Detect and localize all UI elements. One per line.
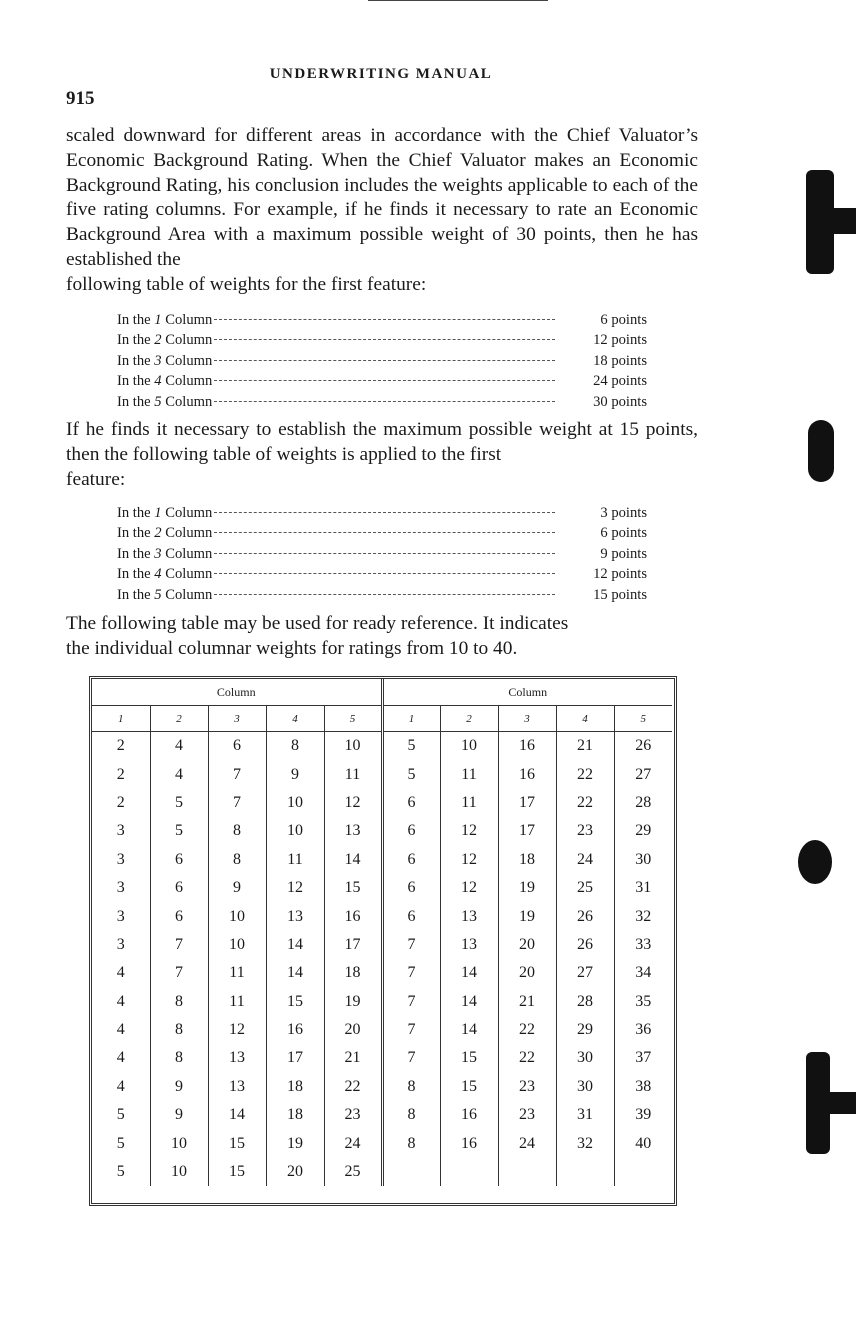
page-number: 915 — [66, 88, 95, 109]
leader-dots — [214, 532, 555, 533]
table-cell: 21 — [556, 732, 614, 761]
table-cell: 22 — [556, 789, 614, 817]
leader-dots — [214, 553, 555, 554]
table-cell: 14 — [266, 931, 324, 959]
weight-prefix: In the — [117, 525, 151, 542]
weight-row — [117, 503, 647, 523]
table-cell — [498, 1158, 556, 1186]
weight-value: 6 points — [600, 525, 647, 542]
table-cell: 14 — [440, 1016, 498, 1044]
leader-dots — [214, 512, 555, 513]
paragraph-reference — [66, 612, 698, 662]
table-cell: 31 — [556, 1101, 614, 1129]
table-cell: 3 — [116, 879, 125, 897]
weights-grid-body — [92, 732, 672, 1187]
table-cell: 19 — [498, 902, 556, 930]
weight-row — [117, 330, 647, 350]
column-number-header: 5 — [614, 706, 672, 732]
table-cell: 20 — [266, 1158, 324, 1186]
table-cell: 16 — [498, 732, 556, 761]
table-cell: 7 — [382, 988, 440, 1016]
table-cell: 7 — [382, 1016, 440, 1044]
weight-label — [117, 564, 212, 584]
weight-prefix: In the — [117, 586, 151, 603]
table-cell: 26 — [556, 931, 614, 959]
table-cell: 19 — [498, 874, 556, 902]
table-row — [92, 817, 672, 845]
table-cell: 7 — [382, 1044, 440, 1072]
table-cell: 17 — [498, 817, 556, 845]
weight-prefix: In the — [117, 505, 151, 521]
column-number-row — [92, 706, 672, 732]
column-number: 2 — [154, 525, 162, 542]
table-cell: 4 — [116, 1077, 125, 1095]
weight-prefix: In the — [117, 312, 151, 328]
table-cell: 3 — [116, 907, 125, 925]
table-row — [92, 760, 672, 788]
table-cell: 6 — [382, 902, 440, 930]
table-cell: 35 — [614, 988, 672, 1016]
weight-prefix: In the — [117, 373, 151, 390]
weight-word: Column — [165, 545, 213, 562]
table-cell: 5 — [382, 732, 440, 761]
weight-label — [117, 544, 212, 564]
table-cell: 4 — [116, 1049, 125, 1067]
table-cell — [556, 1158, 614, 1186]
weight-label — [117, 371, 212, 391]
table-cell: 6 — [382, 789, 440, 817]
weight-label — [117, 585, 212, 605]
weight-row — [117, 585, 647, 605]
table-cell: 24 — [556, 846, 614, 874]
table-cell: 10 — [440, 732, 498, 761]
leader-dots — [214, 339, 555, 340]
table-row — [92, 1044, 672, 1072]
table-cell: 4 — [150, 732, 208, 761]
table-cell: 17 — [498, 789, 556, 817]
weight-prefix: In the — [117, 566, 151, 583]
table-cell: 20 — [498, 959, 556, 987]
weight-label — [117, 330, 212, 350]
leader-dots — [214, 573, 555, 574]
top-rule — [368, 0, 548, 1]
table-cell: 6 — [150, 874, 208, 902]
table-row — [92, 959, 672, 987]
table-cell: 16 — [440, 1129, 498, 1157]
column-number: 5 — [154, 586, 162, 603]
table-cell: 10 — [208, 902, 266, 930]
column-number-header: 2 — [150, 706, 208, 732]
table-cell: 14 — [208, 1101, 266, 1129]
table-row — [92, 732, 672, 761]
table-cell: 30 — [556, 1044, 614, 1072]
table-cell: 21 — [324, 1044, 382, 1072]
column-number-header: 5 — [324, 706, 382, 732]
paragraph-intro-text: scaled downward for different areas in accordance with the Chief Valuator’s Economic Background Rating. When the Chief Valuator makes an Economic Background Rating, his conclusion includes the weights applicable to each of the five rating columns. For example, if he finds it necessary to rate an Economic Background Area with a maximum possible weight of 30 points, then he has established the — [66, 125, 698, 270]
table-cell: 13 — [440, 931, 498, 959]
columnar-weights-table — [89, 676, 677, 1206]
table-cell: 5 — [116, 1106, 125, 1124]
table-cell: 16 — [498, 760, 556, 788]
weights-list-15 — [117, 503, 647, 605]
column-number-header: 3 — [498, 706, 556, 732]
table-cell: 15 — [208, 1129, 266, 1157]
leader-dots — [214, 594, 555, 595]
table-cell: 22 — [498, 1016, 556, 1044]
table-cell: 8 — [150, 1016, 208, 1044]
column-number: 3 — [154, 352, 162, 369]
weight-prefix: In the — [117, 332, 151, 349]
table-row — [92, 1129, 672, 1157]
table-cell: 4 — [116, 964, 125, 982]
weight-word: Column — [165, 352, 213, 369]
table-cell: 26 — [556, 902, 614, 930]
table-cell: 4 — [116, 992, 125, 1010]
weight-word: Column — [165, 393, 213, 410]
table-cell: 20 — [324, 1016, 382, 1044]
table-cell: 8 — [208, 817, 266, 845]
weight-label — [117, 351, 212, 371]
weight-prefix: In the — [117, 352, 151, 369]
table-cell: 7 — [150, 931, 208, 959]
table-cell: 29 — [614, 817, 672, 845]
weight-value: 9 points — [600, 545, 647, 562]
table-cell — [382, 1158, 440, 1186]
table-cell: 13 — [324, 817, 382, 845]
table-cell: 12 — [324, 789, 382, 817]
table-cell: 14 — [440, 959, 498, 987]
table-cell: 18 — [324, 959, 382, 987]
table-cell: 8 — [150, 988, 208, 1016]
weight-label — [117, 523, 212, 543]
column-number-header: 1 — [382, 706, 440, 732]
paragraph-intro-last-line: following table of weights for the first feature: — [66, 273, 427, 295]
weight-label — [117, 392, 212, 412]
weight-row — [117, 544, 647, 564]
table-row — [92, 1016, 672, 1044]
weight-row — [117, 310, 647, 330]
table-cell: 11 — [208, 988, 266, 1016]
column-number: 1 — [154, 312, 162, 328]
table-cell: 23 — [498, 1073, 556, 1101]
table-cell: 6 — [382, 817, 440, 845]
table-cell: 14 — [440, 988, 498, 1016]
table-row — [92, 1101, 672, 1129]
table-cell: 28 — [614, 789, 672, 817]
weight-value: 12 points — [593, 332, 647, 349]
table-cell: 27 — [614, 760, 672, 788]
table-cell: 23 — [498, 1101, 556, 1129]
paragraph-reference-text: The following table may be used for ready reference. It indicates — [66, 613, 569, 634]
page-header — [0, 66, 856, 83]
column-number-header: 2 — [440, 706, 498, 732]
column-number: 3 — [154, 545, 162, 562]
paragraph-fifteen-last-line: feature: — [66, 468, 126, 490]
leader-dots — [214, 360, 555, 361]
weight-word: Column — [165, 586, 213, 603]
table-cell: 31 — [614, 874, 672, 902]
table-cell: 16 — [266, 1016, 324, 1044]
table-cell: 16 — [440, 1101, 498, 1129]
table-cell: 23 — [556, 817, 614, 845]
table-cell: 3 — [116, 935, 125, 953]
running-head: UNDERWRITING MANUAL — [269, 66, 493, 82]
table-cell: 23 — [324, 1101, 382, 1129]
weight-word: Column — [165, 566, 213, 583]
column-number: 2 — [154, 332, 162, 349]
table-cell: 15 — [324, 874, 382, 902]
table-cell: 5 — [116, 1134, 125, 1152]
table-cell: 10 — [150, 1158, 208, 1186]
paragraph-fifteen — [66, 418, 698, 492]
table-cell: 7 — [208, 789, 266, 817]
table-cell: 7 — [150, 959, 208, 987]
table-cell: 39 — [614, 1101, 672, 1129]
weight-prefix: In the — [117, 545, 151, 562]
weight-prefix: In the — [117, 393, 151, 410]
table-cell: 10 — [266, 789, 324, 817]
weight-label — [117, 503, 212, 523]
table-cell: 12 — [208, 1016, 266, 1044]
table-cell: 12 — [440, 846, 498, 874]
table-cell: 10 — [324, 732, 382, 761]
table-cell: 8 — [150, 1044, 208, 1072]
left-column-group-label: Column — [92, 679, 382, 706]
table-cell: 26 — [614, 732, 672, 761]
table-cell: 5 — [382, 760, 440, 788]
table-cell: 15 — [440, 1044, 498, 1072]
table-cell — [440, 1158, 498, 1186]
table-cell — [614, 1158, 672, 1186]
table-cell: 22 — [498, 1044, 556, 1072]
weight-value: 18 points — [593, 352, 647, 369]
table-cell: 15 — [208, 1158, 266, 1186]
table-cell: 29 — [556, 1016, 614, 1044]
table-cell: 33 — [614, 931, 672, 959]
table-cell: 11 — [266, 846, 324, 874]
table-cell: 11 — [208, 959, 266, 987]
table-cell: 6 — [382, 874, 440, 902]
table-cell: 40 — [614, 1129, 672, 1157]
weight-word: Column — [165, 525, 213, 542]
table-cell: 7 — [382, 931, 440, 959]
table-cell: 5 — [150, 817, 208, 845]
table-cell: 3 — [116, 850, 125, 868]
column-number-header: 3 — [208, 706, 266, 732]
column-number-header: 4 — [556, 706, 614, 732]
table-cell: 14 — [266, 959, 324, 987]
table-cell: 24 — [498, 1129, 556, 1157]
table-cell: 11 — [440, 760, 498, 788]
table-cell: 37 — [614, 1044, 672, 1072]
table-cell: 6 — [150, 902, 208, 930]
leader-dots — [214, 401, 555, 402]
weight-word: Column — [165, 332, 213, 349]
table-cell: 7 — [208, 760, 266, 788]
table-cell: 25 — [556, 874, 614, 902]
weight-label — [117, 310, 212, 330]
leader-dots — [214, 380, 555, 381]
column-number: 4 — [154, 566, 162, 583]
table-cell: 2 — [116, 765, 125, 783]
paragraph-reference-last-line: the individual columnar weights for ratings from 10 to 40. — [66, 637, 518, 659]
table-cell: 19 — [324, 988, 382, 1016]
table-cell: 15 — [440, 1073, 498, 1101]
table-cell: 36 — [614, 1016, 672, 1044]
leader-dots — [214, 319, 555, 320]
table-cell: 4 — [116, 1021, 125, 1039]
table-cell: 18 — [498, 846, 556, 874]
weight-value: 30 points — [593, 393, 647, 410]
table-cell: 22 — [556, 760, 614, 788]
table-cell: 17 — [266, 1044, 324, 1072]
column-number: 1 — [154, 505, 162, 521]
table-cell: 18 — [266, 1073, 324, 1101]
table-cell: 13 — [208, 1044, 266, 1072]
table-cell: 8 — [208, 846, 266, 874]
table-cell: 9 — [150, 1073, 208, 1101]
table-cell: 10 — [208, 931, 266, 959]
binding-hole-mark — [808, 420, 834, 482]
table-cell: 8 — [382, 1101, 440, 1129]
table-cell: 12 — [440, 817, 498, 845]
table-cell: 8 — [382, 1129, 440, 1157]
weight-word: Column — [165, 505, 213, 521]
table-cell: 18 — [266, 1101, 324, 1129]
weight-value: 3 points — [600, 505, 647, 521]
table-row — [92, 1158, 672, 1186]
table-cell: 17 — [324, 931, 382, 959]
weights-list-30 — [117, 310, 647, 412]
column-number-header: 4 — [266, 706, 324, 732]
column-number: 4 — [154, 373, 162, 390]
table-row — [92, 1073, 672, 1101]
table-cell: 27 — [556, 959, 614, 987]
weight-row — [117, 523, 647, 543]
binding-hole-mark — [818, 1092, 856, 1114]
table-cell: 6 — [150, 846, 208, 874]
paragraph-fifteen-text: If he finds it necessary to establish the maximum possible weight at 15 points, then the following table of weights is applied to the first — [66, 419, 698, 465]
binding-hole-mark — [818, 208, 856, 234]
table-cell: 32 — [556, 1129, 614, 1157]
weight-row — [117, 351, 647, 371]
weight-value: 24 points — [593, 373, 647, 390]
table-cell: 21 — [498, 988, 556, 1016]
table-cell: 5 — [150, 789, 208, 817]
table-cell: 11 — [324, 760, 382, 788]
table-cell: 13 — [440, 902, 498, 930]
table-cell: 11 — [440, 789, 498, 817]
table-row — [92, 846, 672, 874]
table-cell: 8 — [382, 1073, 440, 1101]
table-cell: 9 — [208, 874, 266, 902]
table-cell: 34 — [614, 959, 672, 987]
table-cell: 19 — [266, 1129, 324, 1157]
table-cell: 10 — [150, 1129, 208, 1157]
table-cell: 2 — [116, 793, 125, 811]
table-cell: 7 — [382, 959, 440, 987]
weight-row — [117, 371, 647, 391]
table-cell: 15 — [266, 988, 324, 1016]
table-cell: 24 — [324, 1129, 382, 1157]
weight-word: Column — [165, 373, 213, 390]
right-column-group-label: Column — [382, 679, 672, 706]
table-row — [92, 789, 672, 817]
weight-row — [117, 392, 647, 412]
column-number-header: 1 — [92, 706, 150, 732]
table-cell: 12 — [440, 874, 498, 902]
weight-value: 6 points — [600, 312, 647, 328]
table-cell: 16 — [324, 902, 382, 930]
table-cell: 9 — [150, 1101, 208, 1129]
table-cell: 6 — [208, 732, 266, 761]
table-cell: 5 — [116, 1163, 125, 1181]
table-cell: 10 — [266, 817, 324, 845]
table-cell: 20 — [498, 931, 556, 959]
weight-value: 12 points — [593, 566, 647, 583]
table-row — [92, 988, 672, 1016]
table-cell: 12 — [266, 874, 324, 902]
table-row — [92, 931, 672, 959]
table-cell: 25 — [324, 1158, 382, 1186]
table-cell: 30 — [556, 1073, 614, 1101]
weight-row — [117, 564, 647, 584]
table-row — [92, 902, 672, 930]
table-cell: 30 — [614, 846, 672, 874]
paragraph-intro — [66, 124, 698, 298]
weights-grid — [92, 679, 672, 1186]
weight-word: Column — [165, 312, 213, 328]
table-row — [92, 874, 672, 902]
table-cell: 28 — [556, 988, 614, 1016]
table-cell: 32 — [614, 902, 672, 930]
table-cell: 13 — [208, 1073, 266, 1101]
table-cell: 2 — [116, 737, 125, 755]
column-number: 5 — [154, 393, 162, 410]
weight-value: 15 points — [593, 586, 647, 603]
table-cell: 14 — [324, 846, 382, 874]
binding-hole-mark — [798, 840, 832, 884]
table-cell: 38 — [614, 1073, 672, 1101]
table-cell: 22 — [324, 1073, 382, 1101]
table-cell: 9 — [266, 760, 324, 788]
table-cell: 13 — [266, 902, 324, 930]
table-cell: 6 — [382, 846, 440, 874]
table-cell: 8 — [266, 732, 324, 761]
table-cell: 4 — [150, 760, 208, 788]
table-cell: 3 — [116, 822, 125, 840]
